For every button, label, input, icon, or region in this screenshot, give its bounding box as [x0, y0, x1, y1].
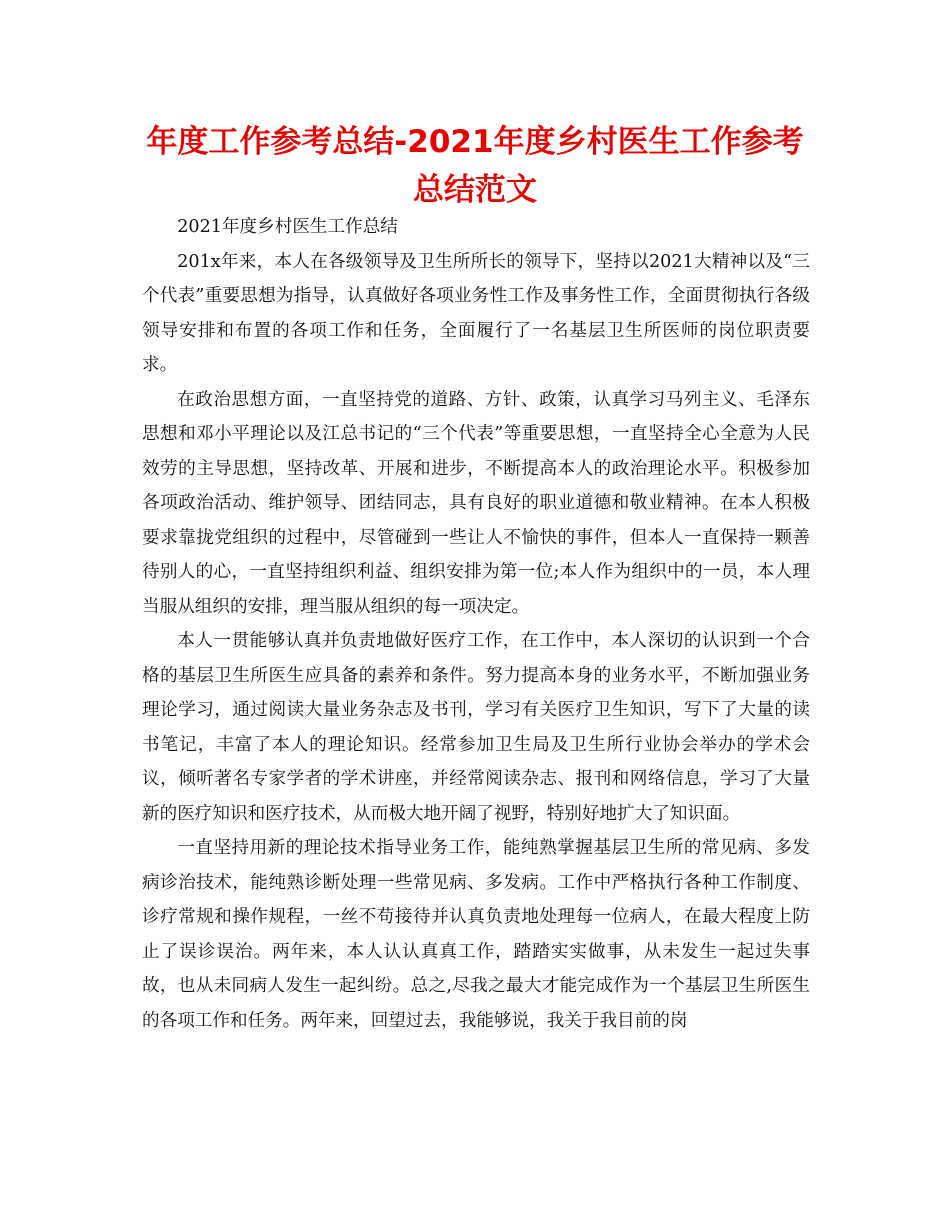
- document-title: 年度工作参考总结-2021年度乡村医生工作参考总结范文: [146, 124, 804, 208]
- body-paragraph: 201x年来，本人在各级领导及卫生所所长的领导下，坚持以2021大精神以及“三个代表”重要思想为指导，认真做好各项业务性工作及事务性工作，全面贯彻执行各级领导安排和布置的各项工作和任务，全面履行了一名基层卫生所医师的岗位职责要求。: [142, 251, 810, 375]
- body-paragraph: 一直坚持用新的理论技术指导业务工作，能纯熟掌握基层卫生所的常见病、多发病诊治技术，能纯熟诊断处理一些常见病、多发病。工作中严格执行各种工作制度、诊疗常规和操作规程，一丝不苟接待并认真负责地处理每一位病人，在最大程度上防止了误诊误治。两年来，本人认认真真工作，踏踏实实做事，从未发生一起过失事故，也从未同病人发生一起纠纷。总之,尽我之最大才能完成作为一个基层卫生所医生的各项工作和任务。两年来，回望过去，我能够说，我关于我目前的岗: [142, 838, 810, 1031]
- document-body: [142, 210, 810, 1038]
- body-paragraph: 在政治思想方面，一直坚持党的道路、方针、政策，认真学习马列主义、毛泽东思想和邓小平理论以及江总书记的“三个代表”等重要思想，一直坚持全心全意为人民效劳的主导思想，坚持改革、开展和进步，不断提高本人的政治理论水平。积极参加各项政治活动、维护领导、团结同志，具有良好的职业道德和敬业精神。在本人积极要求靠拢党组织的过程中，尽管碰到一些让人不愉快的事件，但本人一直保持一颗善待别人的心，一直坚持组织利益、组织安排为第一位;本人作为组织中的一员，本人理当服从组织的安排，理当服从组织的每一项决定。: [142, 389, 810, 617]
- body-paragraph: 本人一贯能够认真并负责地做好医疗工作，在工作中，本人深切的认识到一个合格的基层卫生所医生应具备的素养和条件。努力提高本身的业务水平，不断加强业务理论学习，通过阅读大量业务杂志及书刊，学习有关医疗卫生知识，写下了大量的读书笔记，丰富了本人的理论知识。经常参加卫生局及卫生所行业协会举办的学术会议，倾听著名专家学者的学术讲座，并经常阅读杂志、报刊和网络信息，学习了大量新的医疗知识和医疗技术，从而极大地开阔了视野，特别好地扩大了知识面。: [142, 631, 810, 824]
- subtitle-paragraph: 2021年度乡村医生工作总结: [177, 217, 398, 237]
